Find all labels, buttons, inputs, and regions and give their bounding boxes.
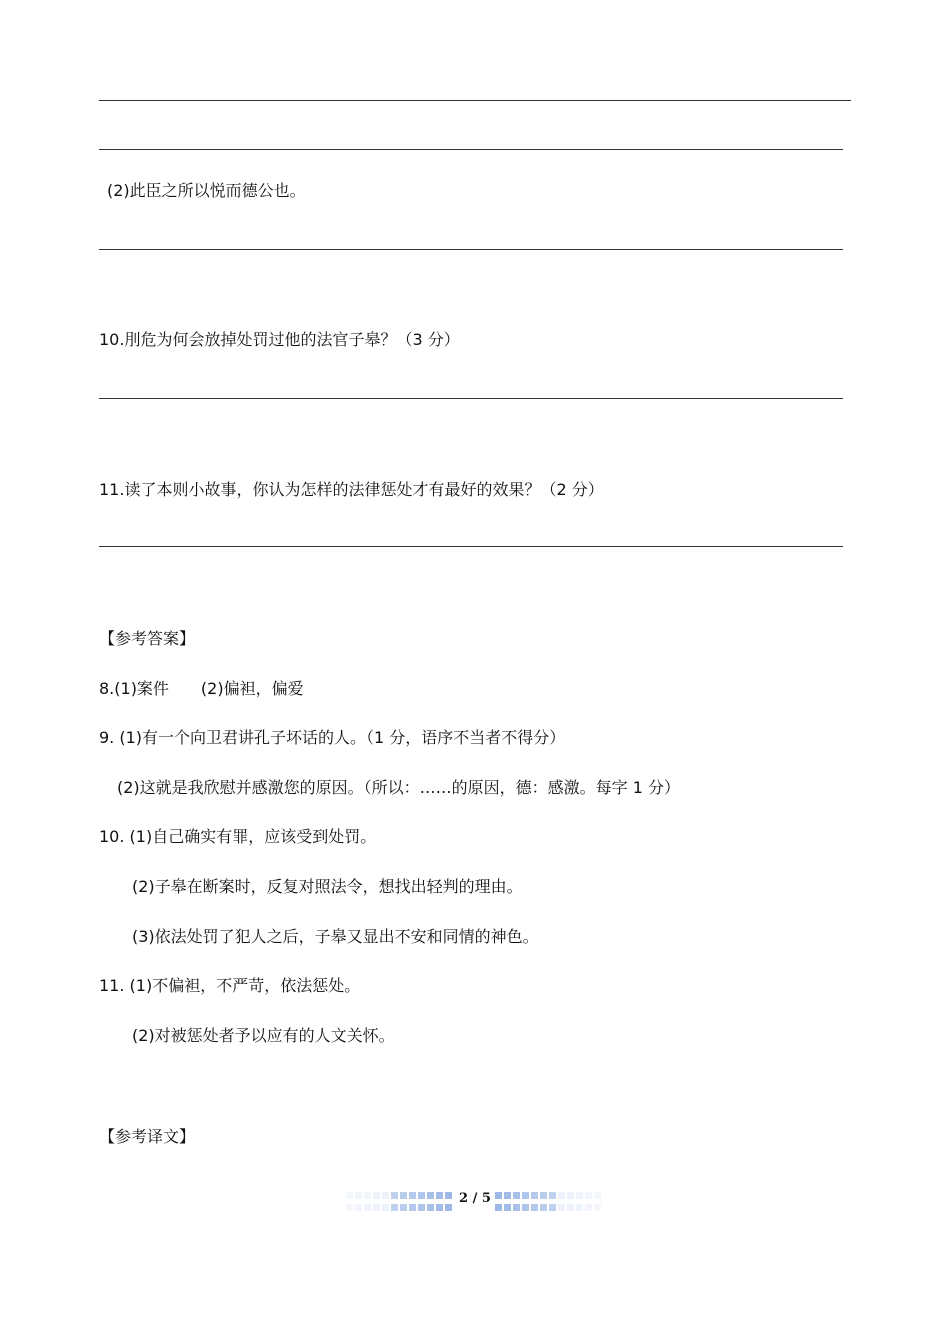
footer-square bbox=[504, 1192, 511, 1199]
footer-square bbox=[585, 1192, 592, 1199]
footer-square bbox=[445, 1192, 452, 1199]
footer-square bbox=[418, 1192, 425, 1199]
answer-10-2: (2)子皋在断案时，反复对照法令，想找出轻判的理由。 bbox=[132, 877, 523, 896]
footer-square bbox=[495, 1192, 502, 1199]
answer-line-2 bbox=[99, 149, 843, 150]
footer-square bbox=[522, 1204, 529, 1211]
footer-pattern-left-top bbox=[346, 1192, 452, 1199]
footer-square bbox=[576, 1204, 583, 1211]
footer-square bbox=[373, 1204, 380, 1211]
footer-square bbox=[585, 1204, 592, 1211]
footer-square bbox=[391, 1204, 398, 1211]
footer-square bbox=[567, 1204, 574, 1211]
answer-10-1: 10. (1)自己确实有罪，应该受到处罚。 bbox=[99, 827, 377, 846]
footer-square bbox=[382, 1192, 389, 1199]
footer-square bbox=[382, 1204, 389, 1211]
footer-square bbox=[531, 1204, 538, 1211]
footer-pattern-right-top bbox=[495, 1192, 601, 1199]
answer-line-5 bbox=[99, 546, 843, 547]
footer-square bbox=[594, 1204, 601, 1211]
question-9-part-2: (2)此臣之所以悦而德公也。 bbox=[107, 181, 306, 200]
footer-square bbox=[504, 1204, 511, 1211]
footer-square bbox=[540, 1204, 547, 1211]
footer-square bbox=[409, 1204, 416, 1211]
answers-heading: 【参考答案】 bbox=[99, 629, 196, 648]
footer-square bbox=[540, 1192, 547, 1199]
footer-square bbox=[364, 1204, 371, 1211]
question-10: 10.刖危为何会放掉处罚过他的法官子皋？（3 分） bbox=[99, 330, 460, 349]
footer-square bbox=[409, 1192, 416, 1199]
answer-11-1: 11. (1)不偏袒，不严苛，依法惩处。 bbox=[99, 976, 361, 995]
footer-square bbox=[355, 1192, 362, 1199]
footer-square bbox=[355, 1204, 362, 1211]
footer-square bbox=[400, 1204, 407, 1211]
footer-square bbox=[558, 1192, 565, 1199]
footer-square bbox=[418, 1204, 425, 1211]
footer-square bbox=[436, 1204, 443, 1211]
footer-pattern-right-bottom bbox=[495, 1204, 601, 1211]
answer-11-2: (2)对被惩处者予以应有的人文关怀。 bbox=[132, 1026, 395, 1045]
footer-square bbox=[522, 1192, 529, 1199]
footer-square bbox=[364, 1192, 371, 1199]
footer-square bbox=[549, 1192, 556, 1199]
footer-square bbox=[558, 1204, 565, 1211]
answer-9-2: (2)这就是我欣慰并感激您的原因。（所以：……的原因，德：感激。每字 1 分） bbox=[117, 778, 681, 797]
footer-square bbox=[391, 1192, 398, 1199]
footer-square bbox=[495, 1204, 502, 1211]
footer-square bbox=[427, 1204, 434, 1211]
footer-square bbox=[400, 1192, 407, 1199]
footer-square bbox=[531, 1192, 538, 1199]
translation-heading: 【参考译文】 bbox=[99, 1127, 196, 1146]
footer-square bbox=[576, 1192, 583, 1199]
footer-square bbox=[427, 1192, 434, 1199]
footer-square bbox=[513, 1192, 520, 1199]
answer-8: 8.(1)案件 (2)偏袒，偏爱 bbox=[99, 679, 304, 698]
question-11: 11.读了本则小故事，你认为怎样的法律惩处才有最好的效果？（2 分） bbox=[99, 480, 604, 499]
footer-pattern-left-bottom bbox=[346, 1204, 452, 1211]
footer-square bbox=[346, 1192, 353, 1199]
answer-line-3 bbox=[99, 249, 843, 250]
footer-square bbox=[436, 1192, 443, 1199]
footer-square bbox=[594, 1192, 601, 1199]
answer-9-1: 9. (1)有一个向卫君讲孔子坏话的人。（1 分，语序不当者不得分） bbox=[99, 728, 566, 747]
answer-line-1 bbox=[99, 100, 851, 101]
footer-square bbox=[567, 1192, 574, 1199]
answer-10-3: (3)依法处罚了犯人之后，子皋又显出不安和同情的神色。 bbox=[132, 927, 539, 946]
footer-square bbox=[373, 1192, 380, 1199]
footer-square bbox=[445, 1204, 452, 1211]
footer-square bbox=[513, 1204, 520, 1211]
footer-square bbox=[346, 1204, 353, 1211]
page-number: 2 / 5 bbox=[459, 1191, 491, 1206]
answer-line-4 bbox=[99, 398, 843, 399]
footer-square bbox=[549, 1204, 556, 1211]
